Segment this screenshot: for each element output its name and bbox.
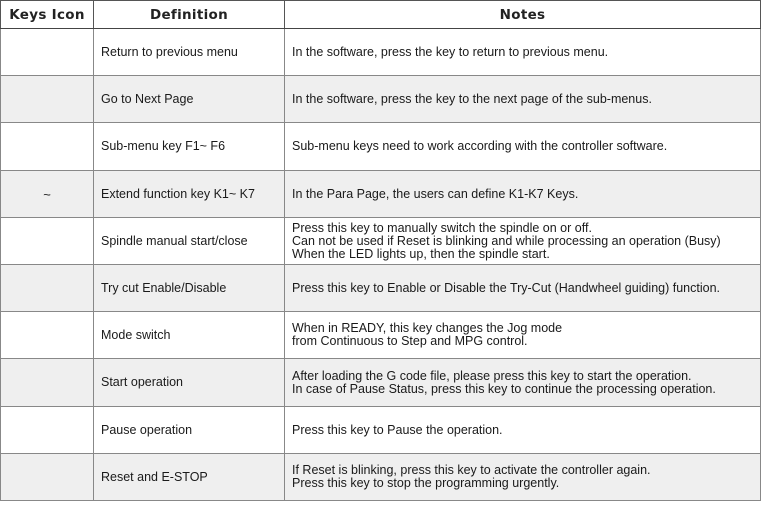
- note-line: When in READY, this key changes the Jog mode: [292, 321, 563, 335]
- table-row: [1, 454, 761, 501]
- note-line: In the software, press the key to the next page of the sub-menus.: [292, 91, 652, 106]
- header-notes: Notes: [285, 1, 761, 29]
- table-row: [1, 76, 761, 123]
- table-body: [1, 29, 761, 501]
- key-icon-cell: [1, 265, 94, 312]
- definition-cell: Spindle manual start/close: [94, 218, 285, 265]
- notes-cell: [285, 265, 761, 312]
- definition-cell: Extend function key K1~ K7: [94, 171, 285, 218]
- key-icon-cell: [1, 407, 94, 454]
- notes-cell: [285, 359, 761, 407]
- table-row: [1, 359, 761, 407]
- table-row: [1, 171, 761, 218]
- table-row: [1, 29, 761, 76]
- notes-cell: [285, 171, 761, 218]
- note-line: Sub-menu keys need to work according with the controller software.: [292, 139, 668, 153]
- note-line: In the Para Page, the users can define K1-K7 Keys.: [292, 186, 579, 201]
- key-icon-cell: [1, 359, 94, 407]
- table-header-row: [1, 1, 761, 29]
- definition-cell: Try cut Enable/Disable: [94, 265, 285, 312]
- key-icon-cell: [1, 76, 94, 123]
- notes-cell: [285, 312, 761, 359]
- note-line: from Continuous to Step and MPG control.: [292, 334, 528, 348]
- key-icon-cell: [1, 29, 94, 76]
- notes-cell: [285, 454, 761, 501]
- definition-cell: Reset and E-STOP: [94, 454, 285, 501]
- note-line: Press this key to Enable or Disable the Try-Cut (Handwheel guiding) function.: [292, 280, 720, 295]
- note-line: Press this key to stop the programming urgently.: [292, 476, 560, 490]
- header-keys-icon: Keys Icon: [1, 1, 94, 29]
- note-line: Press this key to manually switch the spindle on or off.: [292, 220, 592, 235]
- table-row: [1, 123, 761, 171]
- header-definition: Definition: [94, 1, 285, 29]
- definition-cell: Start operation: [94, 359, 285, 407]
- table-row: [1, 218, 761, 265]
- notes-cell: [285, 123, 761, 171]
- notes-cell: [285, 218, 761, 265]
- definition-cell: Sub-menu key F1~ F6: [94, 123, 285, 171]
- note-line: If Reset is blinking, press this key to activate the controller again.: [292, 463, 651, 477]
- note-line: Press this key to Pause the operation.: [292, 422, 503, 437]
- table-row: [1, 265, 761, 312]
- definition-cell: Return to previous menu: [94, 29, 285, 76]
- note-line: When the LED lights up, then the spindle start.: [292, 246, 550, 261]
- note-line: In case of Pause Status, press this key to continue the processing operation.: [292, 381, 716, 396]
- definition-cell: Go to Next Page: [94, 76, 285, 123]
- notes-cell: [285, 407, 761, 454]
- notes-cell: [285, 29, 761, 76]
- note-line: Can not be used if Reset is blinking and while processing an operation (Busy): [292, 233, 721, 248]
- key-icon-cell: [1, 454, 94, 501]
- table-row: [1, 407, 761, 454]
- key-icon-cell: [1, 218, 94, 265]
- note-line: After loading the G code file, please press this key to start the operation.: [292, 368, 692, 383]
- key-icon-cell: ~: [1, 171, 94, 218]
- note-line: In the software, press the key to return to previous menu.: [292, 44, 609, 59]
- key-icon-cell: [1, 312, 94, 359]
- key-icon-cell: [1, 123, 94, 171]
- notes-cell: [285, 76, 761, 123]
- definition-cell: Pause operation: [94, 407, 285, 454]
- table-row: [1, 312, 761, 359]
- definition-cell: Mode switch: [94, 312, 285, 359]
